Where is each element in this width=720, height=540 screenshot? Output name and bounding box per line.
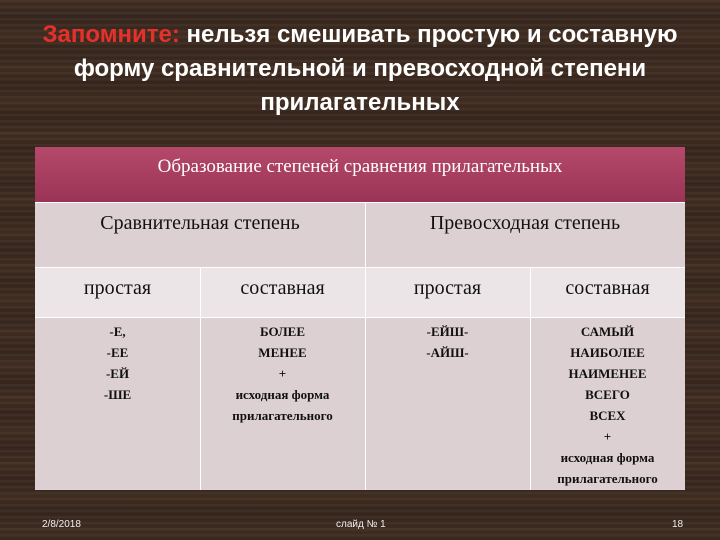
footer-page-number: 18 — [672, 519, 684, 530]
title-accent: Запомните: — [42, 21, 180, 48]
superlative-compound-label: составная — [530, 267, 685, 317]
rule-line: САМЫЙ — [580, 324, 635, 339]
rule-line: -Е, — [109, 324, 126, 339]
rule-line: исходная форма — [235, 387, 330, 402]
rule-line: -ЕЕ — [106, 345, 129, 360]
rule-line: + — [278, 366, 287, 381]
rule-line: прилагательного — [232, 408, 333, 423]
comparative-degree-heading: Сравнительная степень — [35, 202, 365, 267]
rule-line: ВСЕГО — [585, 387, 630, 402]
row-divider — [35, 317, 685, 318]
column-divider — [365, 202, 366, 490]
superlative-simple-label: простая — [365, 267, 530, 317]
superlative-simple-suffixes — [365, 317, 530, 490]
rule-line: -АЙШ- — [426, 345, 469, 360]
adjective-degrees-table — [35, 147, 685, 490]
comparative-compound-rule — [200, 317, 365, 490]
rule-line: ВСЕХ — [589, 408, 626, 423]
comparative-simple-label: простая — [35, 267, 200, 317]
column-divider — [530, 267, 531, 490]
footer-date: 2/8/2018 — [42, 519, 81, 530]
footer-slide-label: слайд № 1 — [336, 519, 386, 530]
rule-line: исходная форма — [560, 450, 655, 465]
superlative-degree-heading: Превосходная степень — [365, 202, 685, 267]
rule-line: + — [603, 429, 612, 444]
title-text: нельзя смешивать простую и составную форму сравнительной и превосходной степени прилагательных — [73, 21, 678, 116]
row-divider — [35, 202, 685, 203]
comparative-compound-label: составная — [200, 267, 365, 317]
rule-line: МЕНЕЕ — [258, 345, 307, 360]
slide-title — [20, 18, 700, 120]
rule-line: -ШЕ — [103, 387, 132, 402]
row-divider — [35, 267, 685, 268]
rule-line: НАИМЕНЕЕ — [568, 366, 647, 381]
table-header: Образование степеней сравнения прилагательных — [35, 147, 685, 202]
rule-line: прилагательного — [557, 471, 658, 486]
rule-line: -ЕЙ — [105, 366, 130, 381]
rule-line: -ЕЙШ- — [426, 324, 469, 339]
superlative-compound-rule — [530, 317, 685, 490]
rule-line: БОЛЕЕ — [260, 324, 305, 339]
column-divider — [200, 267, 201, 490]
rule-line: НАИБОЛЕЕ — [570, 345, 645, 360]
comparative-simple-suffixes — [35, 317, 200, 490]
